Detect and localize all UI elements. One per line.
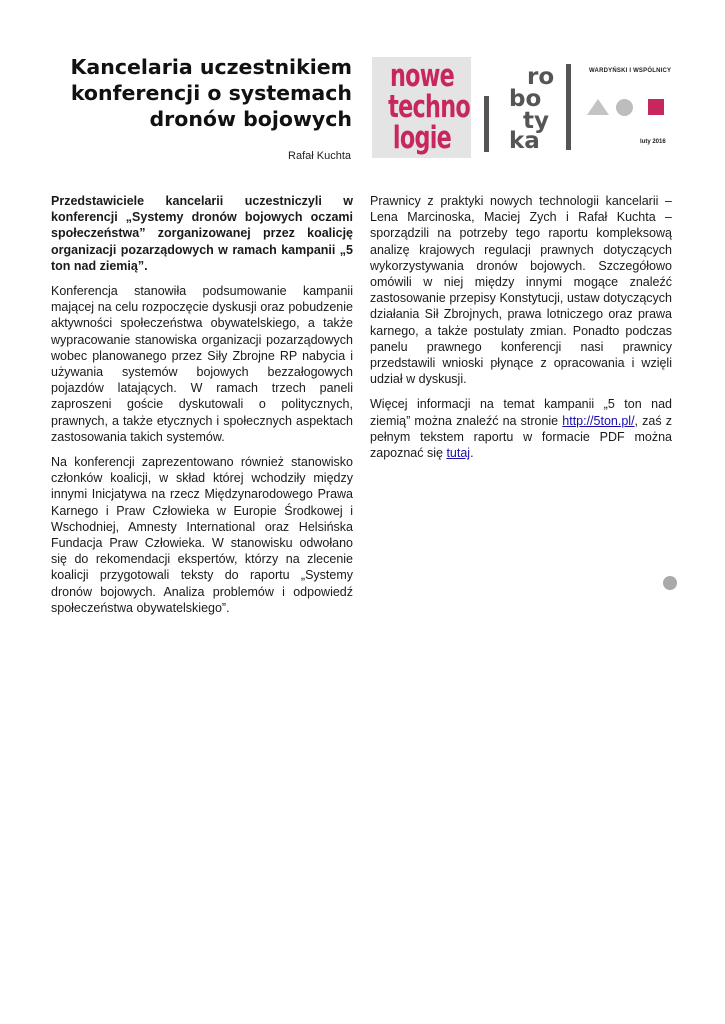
issue-date: luty 2016 <box>640 139 666 145</box>
body-paragraph-3: Prawnicy z praktyki nowych technologii kancelarii – Lena Marcinoska, Maciej Zych i Rafał Kuchta – sporządzili na potrzeby tego raportu kompleksową analizę krajowych regulacji prawnych dotyczących wykorzystywania dronów bojowych. Szczegółowo omówili w niej między innymi mogące znaleźć zastosowanie przepisy Konstytucji, ustaw dotyczących działania Sił Zbrojnych, prawa lotniczego oraz prawa karnego, a także postulaty zmian. Ponadto podczas panelu prawnego konferencji nasi prawnicy przedstawili wnioski płynące z opracowania i wzięli udział w dyskusji. <box>370 194 672 387</box>
p4-text-end: . <box>470 446 474 461</box>
robotyka-ka: ka <box>509 128 540 154</box>
circle-icon <box>616 99 633 116</box>
triangle-icon <box>587 99 609 115</box>
square-icon <box>648 99 664 115</box>
report-pdf-link[interactable]: tutaj <box>446 446 471 461</box>
logo-bar-right <box>566 64 571 150</box>
author-name: Rafał Kuchta <box>288 150 351 162</box>
p4-text-middle: , zaś z pełnym tekstem raportu w formacie PDF można zapoznać się <box>370 413 672 461</box>
logo-word-techno: techno <box>388 89 470 125</box>
robotyka-ty: ty <box>523 108 549 134</box>
p4-text-start: Więcej informacji na temat kampanii „5 ton nad ziemią” można znaleźć na stronie <box>370 397 672 428</box>
body-paragraph-1: Konferencja stanowiła podsumowanie kampanii mającej na celu rozpoczęcie dyskusji oraz pobudzenie aktywności społeczeństwa obywatelskiego, a także wypracowanie stanowiska organizacji pozarządowych wobec planowanego przez Siły Zbrojne RP nabycia i używania systemów bojowych bezzałogowych pojazdów latających. W ramach trzech paneli zaproszeni goście dyskutowali o politycznych, prawnych, a także etycznych i społecznych aspektach zastosowania takich systemów. <box>51 284 353 444</box>
article-title <box>60 54 352 132</box>
body-paragraph-4 <box>370 396 672 461</box>
left-column <box>51 193 353 625</box>
logo-word-logie: logie <box>392 120 452 156</box>
robotyka-bo: bo <box>509 86 542 112</box>
firm-name: WARDYŃSKI I WSPÓLNICY <box>589 68 672 74</box>
page-dot-icon <box>663 576 677 590</box>
logo-word-nowe: nowe <box>389 58 455 94</box>
title-line-3: dronów bojowych <box>149 107 352 131</box>
robotyka-ro: ro <box>527 64 555 90</box>
campaign-link[interactable]: http://5ton.pl/ <box>562 413 635 428</box>
title-line-1: Kancelaria uczestnikiem <box>70 55 352 79</box>
right-column <box>370 193 672 470</box>
body-paragraph-2: Na konferencji zaprezentowano również stanowisko członków koalicji, w skład której wchodziły między innymi Inicjatywa na rzecz Międzynarodowego Prawa Karnego i Praw Człowieka w Europie Środkowej i Wschodniej, Amnesty International oraz Helsińska Fundacja Praw Człowieka. W stanowisku odwołano się do rekomendacji ekspertów, którzy na zlecenie koalicji przygotowali teksty do raportu „Systemy dronów bojowych. Analiza problemów i odpowiedź społeczeństwa obywatelskiego”. <box>51 455 353 615</box>
lead-paragraph: Przedstawiciele kancelarii uczestniczyli w konferencji „Systemy dronów bojowych oczami społeczeństwa” zorganizowanej przez koalicję organizacji pozarządowych w ramach kampanii „5 ton nad ziemią”. <box>51 194 353 273</box>
logo-bar-left <box>484 96 489 152</box>
title-line-2: konferencji o systemach <box>70 81 352 105</box>
